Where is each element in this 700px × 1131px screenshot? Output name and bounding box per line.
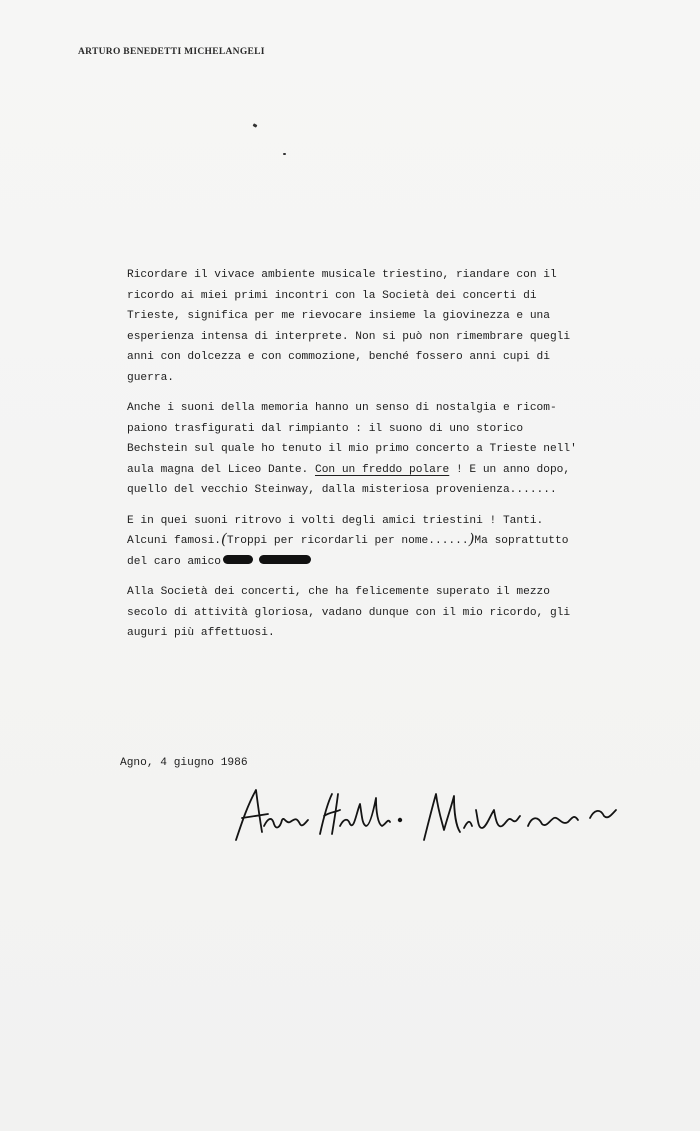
- text-line: Bechstein sul quale ho tenuto il mio primo concerto a Trieste nell': [127, 443, 577, 455]
- ink-speck: [253, 123, 258, 128]
- redaction-mark: [223, 555, 253, 564]
- handwritten-signature: [228, 780, 628, 850]
- text-line: [127, 552, 597, 573]
- text-line: guerra.: [127, 371, 174, 384]
- paragraph-4: [127, 582, 597, 644]
- redaction-mark: [259, 555, 311, 564]
- text-line: quello del vecchio Steinway, dalla misteriosa provenienza.......: [127, 484, 557, 496]
- text-line: Ricordare il vivace ambiente musicale triestino, riandare con il: [127, 269, 557, 281]
- ink-speck: [283, 153, 286, 155]
- letterhead: ARTURO BENEDETTI MICHELANGELI: [78, 47, 265, 57]
- text-segment: Ma soprattutto: [474, 535, 569, 547]
- text-line: secolo di attività gloriosa, vadano dunque con il mio ricordo, gli: [127, 606, 571, 619]
- underlined-phrase: Con un freddo polare: [314, 463, 450, 476]
- text-line: ricordo ai miei primi incontri con la Società dei concerti di: [127, 289, 537, 302]
- handwritten-close-paren: ): [468, 530, 475, 548]
- text-line: Alla Società dei concerti, che ha felicemente superato il mezzo: [127, 586, 550, 598]
- parenthetical-text: Troppi per ricordarli per nome......: [226, 535, 469, 547]
- text-segment: del caro amico: [127, 555, 221, 568]
- text-line: Trieste, significa per me rievocare insieme la giovinezza e una: [127, 310, 550, 322]
- paragraph-1: [127, 265, 597, 388]
- text-segment: Alcuni famosi.: [127, 535, 221, 547]
- paragraph-3: [127, 511, 597, 573]
- text-line: [127, 531, 597, 552]
- text-segment: ! E un anno dopo,: [449, 463, 571, 476]
- dateline: Agno, 4 giugno 1986: [120, 757, 248, 769]
- text-line: Anche i suoni della memoria hanno un senso di nostalgia e ricom-: [127, 402, 557, 414]
- text-line: auguri più affettuosi.: [127, 627, 275, 639]
- handwritten-open-paren: (: [221, 530, 227, 548]
- letter-body: [127, 265, 597, 654]
- text-line: E in quei suoni ritrovo i volti degli amici triestini ! Tanti.: [127, 514, 544, 527]
- text-line: paiono trasfigurati dal rimpianto : il suono di uno storico: [127, 422, 524, 435]
- text-line: anni con dolcezza e con commozione, benché fossero anni cupi di: [127, 351, 550, 363]
- paragraph-2: [127, 398, 597, 501]
- text-line: [127, 460, 597, 481]
- text-segment: aula magna del Liceo Dante.: [127, 463, 315, 476]
- text-line: esperienza intensa di interprete. Non si può non rimembrare quegli: [127, 330, 571, 343]
